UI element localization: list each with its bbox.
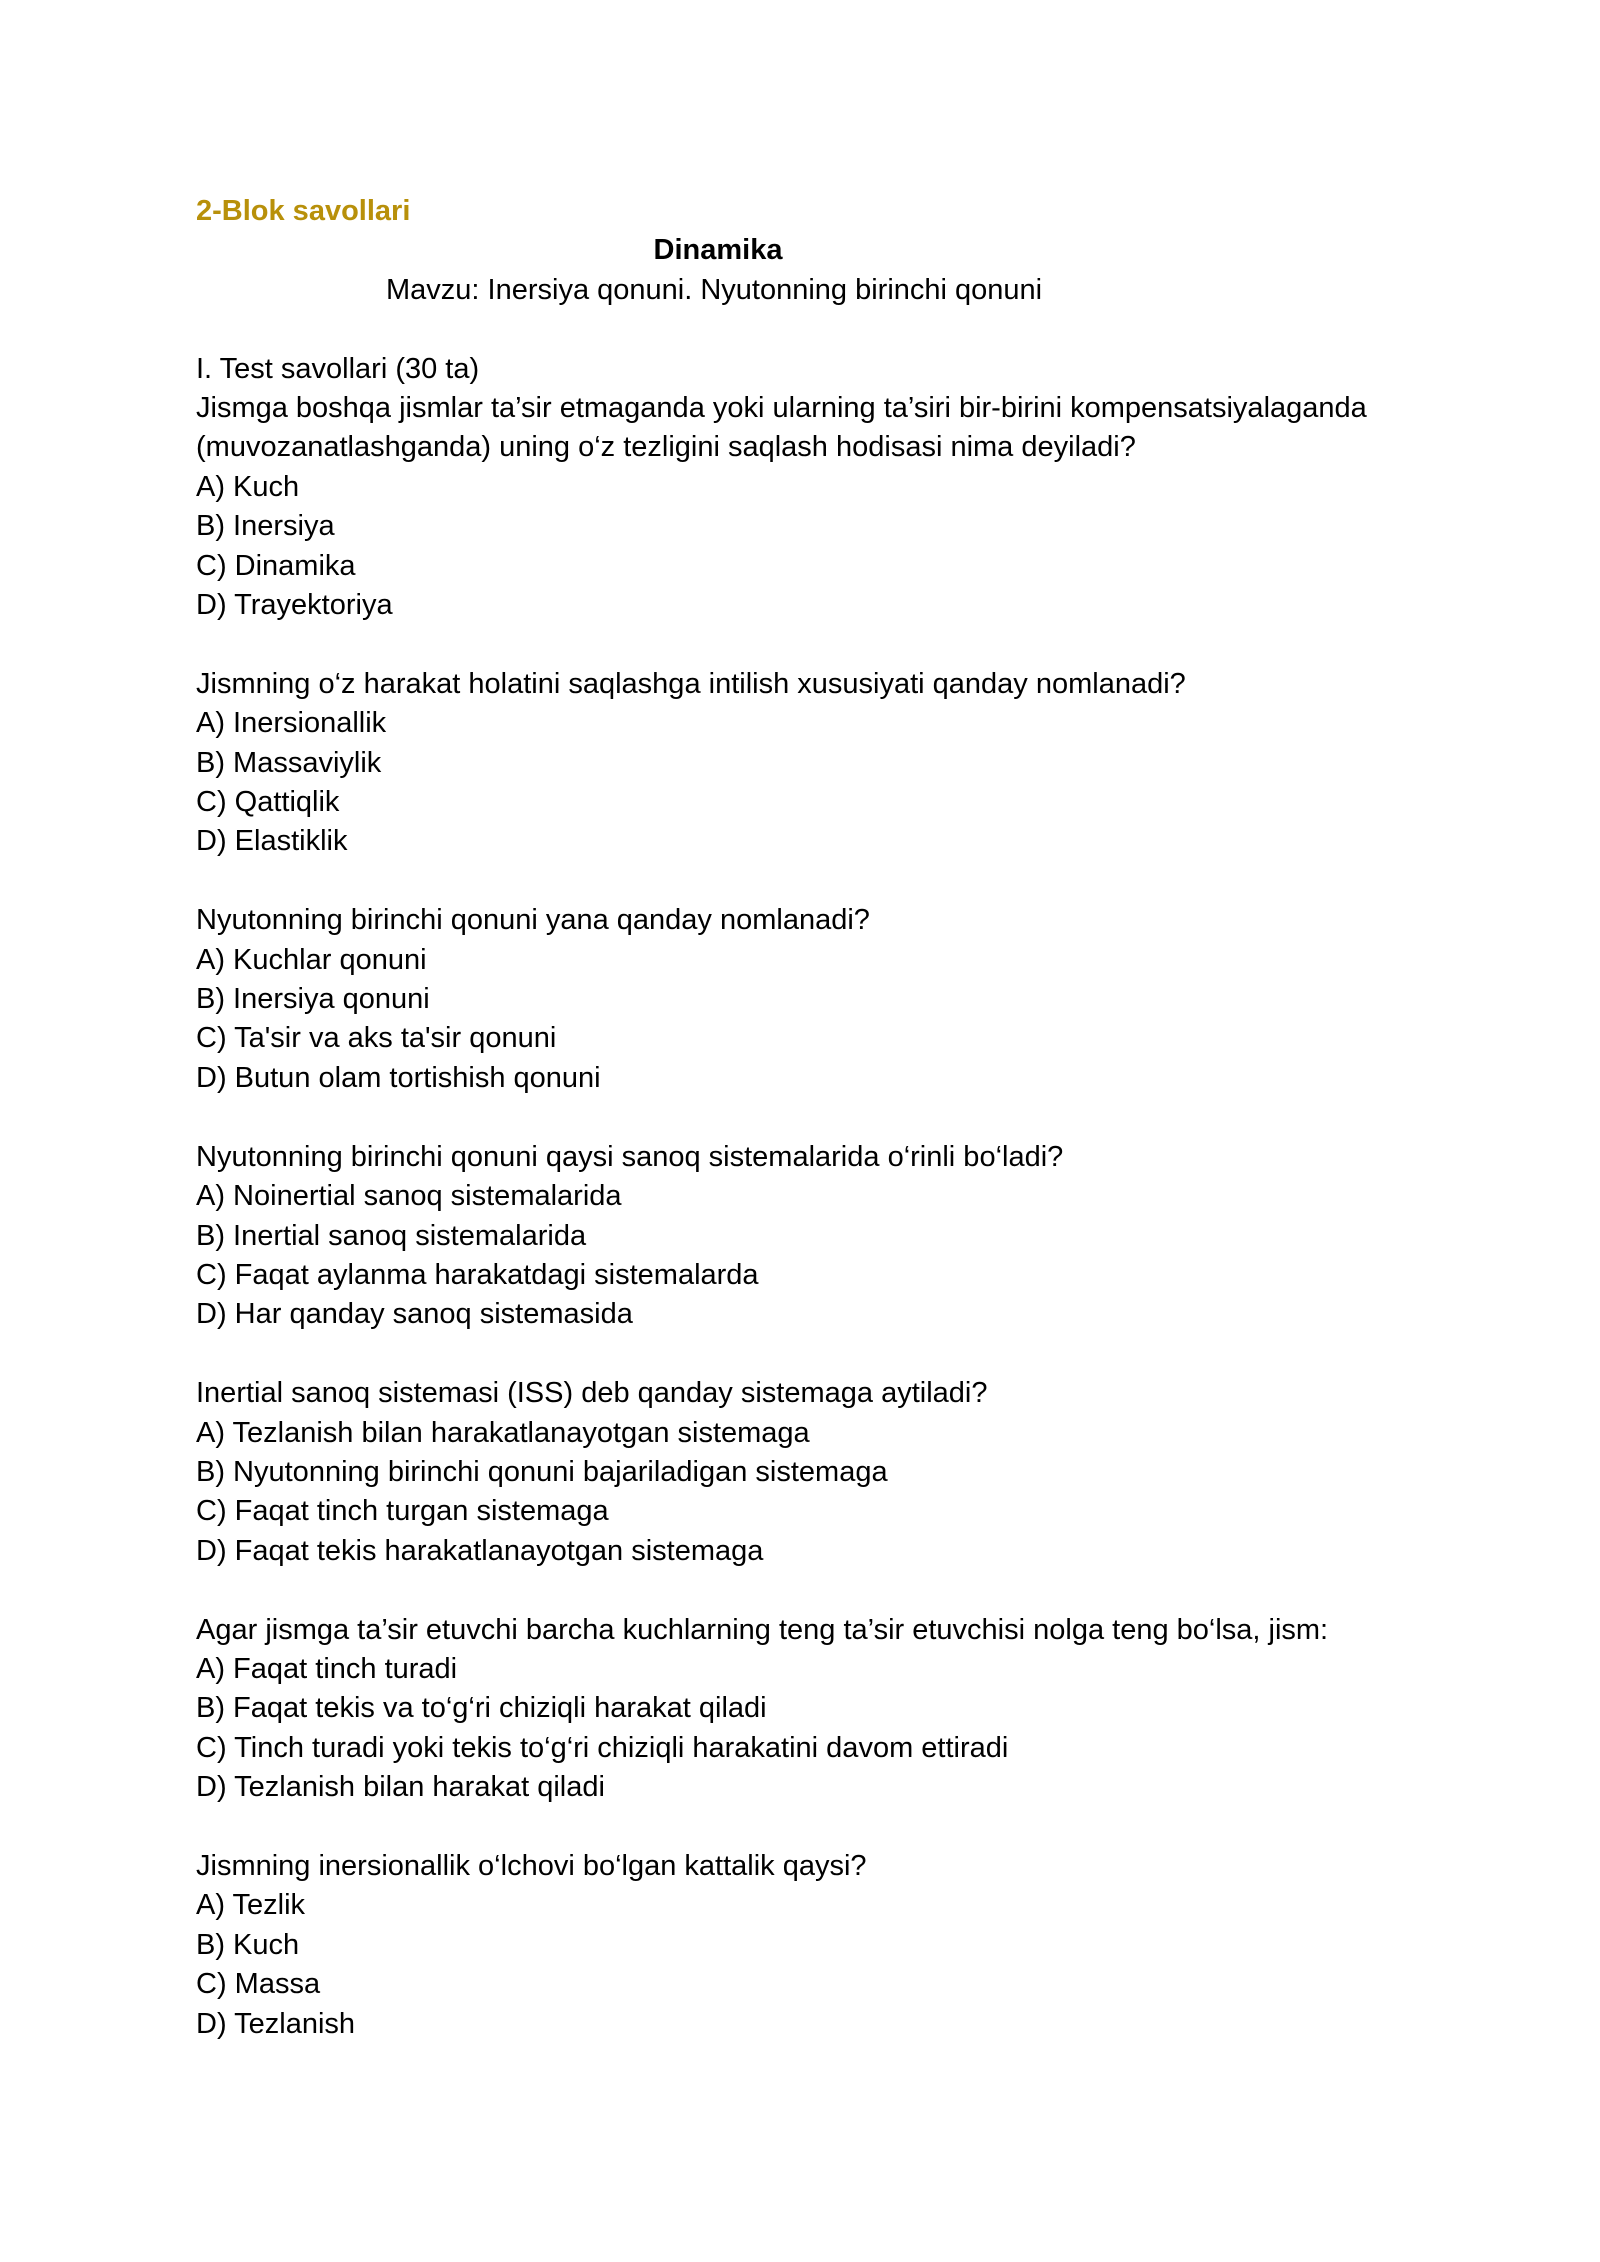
answer-option: C) Tinch turadi yoki tekis to‘g‘ri chiziqli harakatini davom ettiradi (196, 1731, 1009, 1764)
answer-option: D) Tezlanish bilan harakat qiladi (196, 1771, 605, 1804)
question-text: Jismning inersionallik o‘lchovi bo‘lgan kattalik qaysi? (196, 1849, 867, 1882)
question-block (196, 1374, 1416, 1571)
answer-option: B) Kuch (196, 1928, 300, 1961)
answer-option: C) Faqat aylanma harakatdagi sistemalarda (196, 1258, 759, 1291)
answer-option: A) Kuch (196, 470, 300, 503)
answer-option: D) Faqat tekis harakatlanayotgan sistemaga (196, 1534, 764, 1567)
answer-option: B) Massaviylik (196, 746, 382, 779)
question-list (196, 389, 1416, 2044)
answer-option: D) Trayektoriya (196, 589, 393, 622)
question-text: Agar jismga ta’sir etuvchi barcha kuchlarning teng ta’sir etuvchisi nolga teng bo‘lsa, jism: (196, 1613, 1329, 1646)
question-block (196, 1138, 1416, 1335)
answer-option: D) Tezlanish (196, 2007, 356, 2040)
question-block (196, 901, 1416, 1098)
answer-option: D) Elastiklik (196, 825, 348, 858)
section-title: Dinamika (653, 234, 783, 267)
question-text: Jismning o‘z harakat holatini saqlashga intilish xususiyati qanday nomlanadi? (196, 667, 1186, 700)
answer-option: C) Qattiqlik (196, 786, 340, 819)
answer-option: C) Faqat tinch turgan sistemaga (196, 1495, 609, 1528)
block-title: 2-Blok savollari (196, 195, 411, 227)
answer-option: B) Inersiya qonuni (196, 983, 430, 1016)
answer-option: B) Nyutonning birinchi qonuni bajariladigan sistemaga (196, 1455, 888, 1488)
answer-option: A) Inersionallik (196, 707, 387, 740)
question-block (196, 665, 1416, 862)
answer-option: B) Inersiya (196, 510, 335, 543)
question-block (196, 389, 1416, 625)
question-block (196, 1847, 1416, 2044)
spacer (196, 310, 1416, 349)
answer-option: D) Butun olam tortishish qonuni (196, 1061, 601, 1094)
answer-option: A) Tezlanish bilan harakatlanayotgan sistemaga (196, 1416, 810, 1449)
answer-option: C) Ta'sir va aks ta'sir qonuni (196, 1022, 557, 1055)
answer-option: C) Massa (196, 1968, 321, 2001)
test-section-heading: I. Test savollari (30 ta) (196, 352, 480, 385)
answer-option: C) Dinamika (196, 549, 356, 582)
question-text: Nyutonning birinchi qonuni qaysi sanoq sistemalarida o‘rinli bo‘ladi? (196, 1140, 1064, 1173)
answer-option: A) Faqat tinch turadi (196, 1652, 458, 1685)
question-text: Jismga boshqa jismlar ta’sir etmaganda yoki ularning ta’siri bir-birini kompensatsiyalaganda (muvozanatlashganda) uning o‘z tezligini saqlash hodisasi nima deyiladi? (196, 392, 1367, 464)
answer-option: B) Faqat tekis va to‘g‘ri chiziqli harakat qiladi (196, 1692, 767, 1725)
question-text: Inertial sanoq sistemasi (ISS) deb qanday sistemaga aytiladi? (196, 1377, 988, 1410)
question-text: Nyutonning birinchi qonuni yana qanday nomlanadi? (196, 904, 870, 937)
answer-option: D) Har qanday sanoq sistemasida (196, 1298, 633, 1331)
answer-option: B) Inertial sanoq sistemalarida (196, 1219, 587, 1252)
answer-option: A) Tezlik (196, 1889, 306, 1922)
topic-line: Mavzu: Inersiya qonuni. Nyutonning birinchi qonuni (386, 273, 1043, 306)
document-page (196, 192, 1416, 2044)
answer-option: A) Noinertial sanoq sistemalarida (196, 1180, 622, 1213)
answer-option: A) Kuchlar qonuni (196, 943, 427, 976)
question-block (196, 1611, 1416, 1808)
